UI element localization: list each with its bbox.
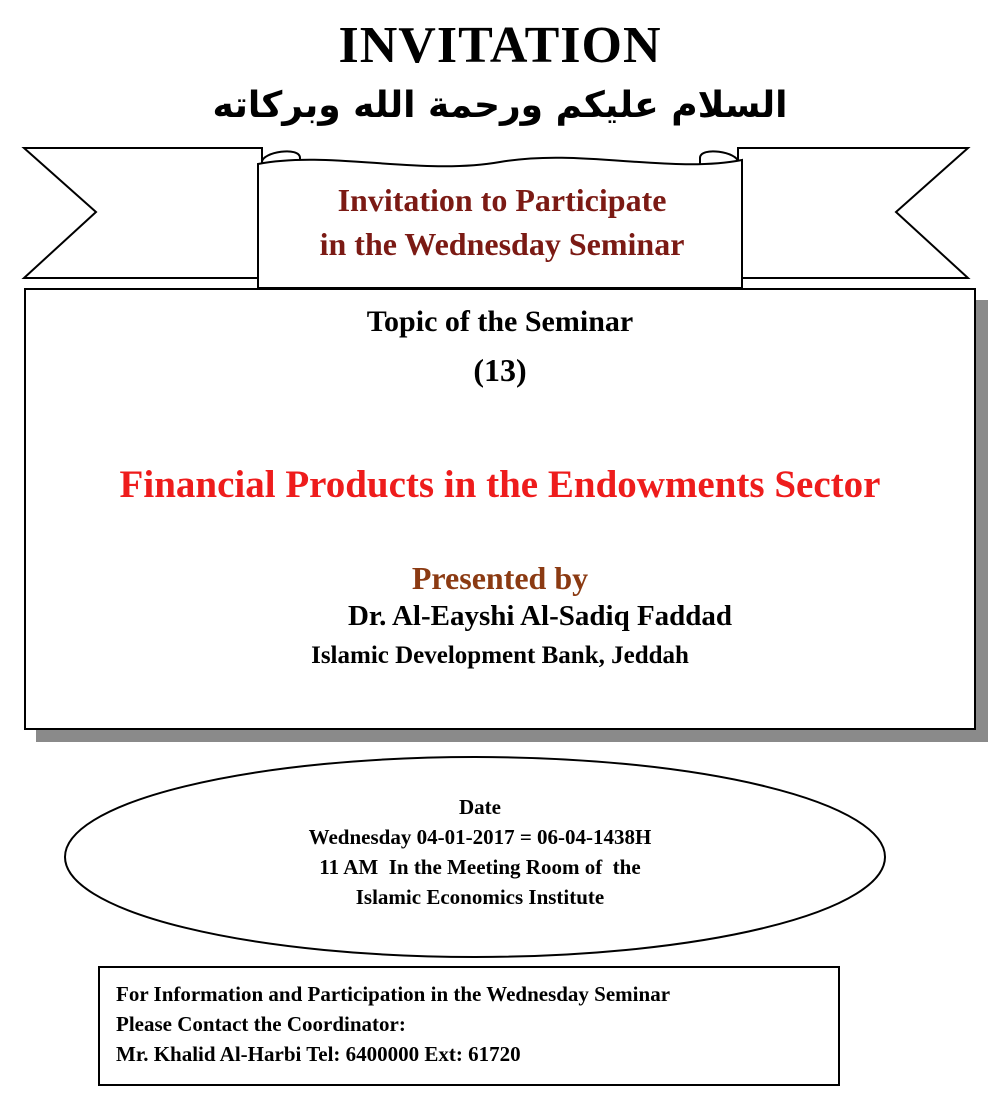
contact-box	[98, 966, 840, 1086]
presenter-name: Dr. Al-Eayshi Al-Sadiq Faddad	[347, 600, 733, 632]
ribbon-right-tail	[738, 148, 968, 278]
contact-line-3: Mr. Khalid Al-Harbi Tel: 6400000 Ext: 61720	[116, 1042, 521, 1066]
date-block	[160, 792, 800, 912]
presenter-institution: Islamic Development Bank, Jeddah	[311, 642, 689, 669]
banner-line-2: in the Wednesday Seminar	[319, 226, 685, 262]
contact-line-1: For Information and Participation in the Wednesday Seminar	[116, 982, 671, 1006]
arabic-greeting: السلام عليكم ورحمة الله وبركاته	[212, 85, 788, 126]
seminar-box	[24, 288, 976, 730]
seminar-title: Financial Products in the Endowments Sector	[119, 463, 881, 506]
contact-line-2: Please Contact the Coordinator:	[116, 1012, 406, 1036]
banner-line-1: Invitation to Participate	[337, 182, 667, 218]
seminar-number: (13)	[473, 352, 527, 388]
ribbon-center-panel	[258, 158, 742, 288]
venue-line: Islamic Economics Institute	[355, 885, 605, 909]
time-place-line: 11 AM In the Meeting Room of the	[319, 855, 641, 879]
topic-label: Topic of the Seminar	[366, 305, 634, 338]
date-line: Wednesday 04-01-2017 = 06-04-1438H	[308, 825, 652, 849]
presented-by-label: Presented by	[411, 560, 589, 596]
date-label: Date	[459, 795, 501, 819]
invitation-title: INVITATION	[338, 17, 662, 74]
ribbon-left-tail	[24, 148, 262, 278]
